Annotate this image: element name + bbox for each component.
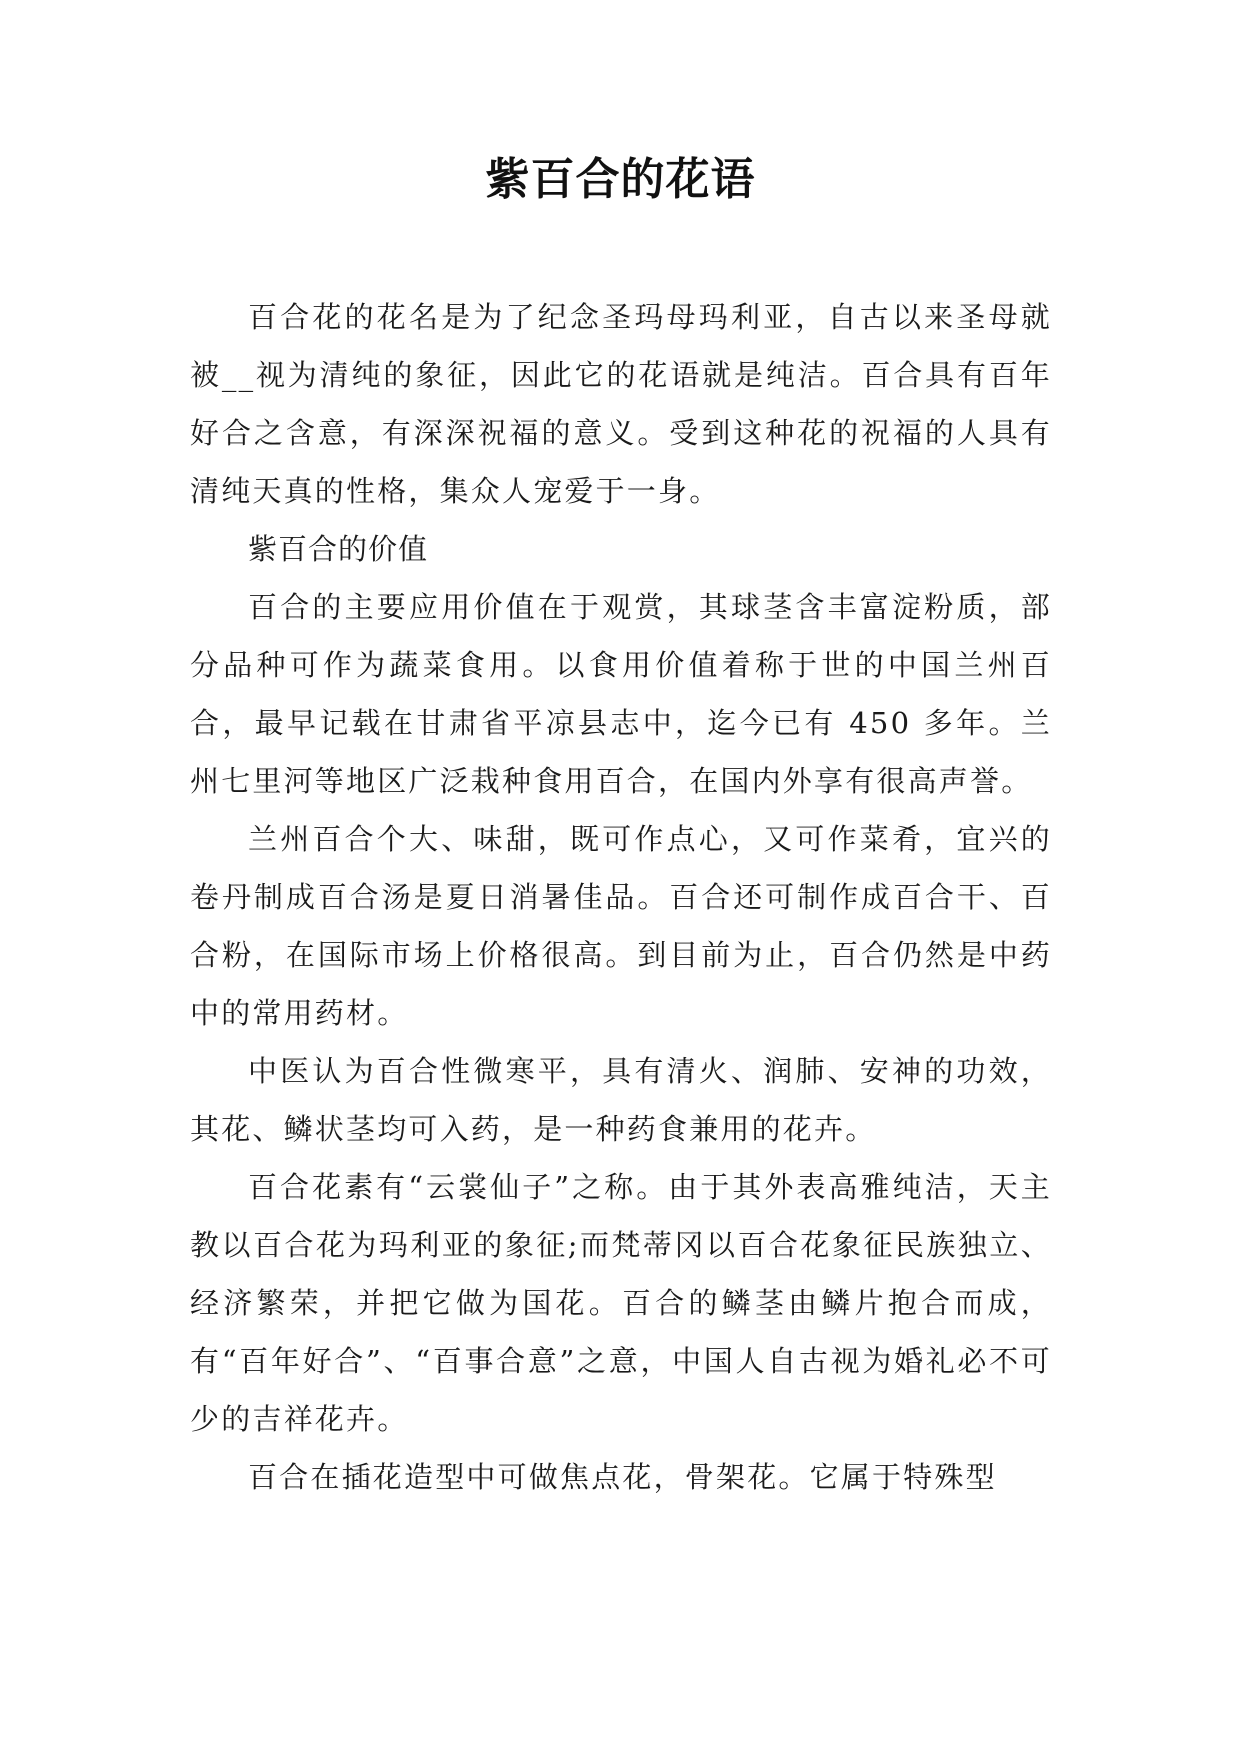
- document-title: 紫百合的花语: [485, 154, 756, 205]
- paragraph-symbolism: 百合花素有“云裳仙子”之称。由于其外表高雅纯洁，天主教以百合花为玛利亚的象征;而梵蒂冈以百合花象征民族独立、经济繁荣，并把它做为国花。百合的鳞茎由鳞片抱合而成，有“百年好合”、“百事合意”之意，中国人自古视为婚礼必不可少的吉祥花卉。: [190, 1170, 1052, 1436]
- document-body: [190, 288, 1052, 1506]
- paragraph-ornamental-value: 百合的主要应用价值在于观赏，其球茎含丰富淀粉质，部分品种可作为蔬菜食用。以食用价值着称于世的中国兰州百合，最早记载在甘肃省平凉县志中，迄今已有 450 多年。兰州七里河等地区广泛栽种食用百合，在国内外享有很高声誉。: [190, 590, 1052, 798]
- paragraph-lanzhou-lily: 兰州百合个大、味甜，既可作点心，又可作菜肴，宜兴的卷丹制成百合汤是夏日消暑佳品。百合还可制作成百合干、百合粉，在国际市场上价格很高。到目前为止，百合仍然是中药中的常用药材。: [190, 822, 1052, 1030]
- paragraph-meaning: 百合花的花名是为了纪念圣玛母玛利亚，自古以来圣母就被__视为清纯的象征，因此它的花语就是纯洁。百合具有百年好合之含意，有深深祝福的意义。受到这种花的祝福的人具有清纯天真的性格，集众人宠爱于一身。: [190, 300, 1052, 508]
- section-heading-value: 紫百合的价值: [248, 532, 429, 566]
- paragraph-floral-arrangement: 百合在插花造型中可做焦点花，骨架花。它属于特殊型: [248, 1460, 997, 1494]
- paragraph-medicine: 中医认为百合性微寒平，具有清火、润肺、安神的功效，其花、鳞状茎均可入药，是一种药食兼用的花卉。: [190, 1054, 1052, 1146]
